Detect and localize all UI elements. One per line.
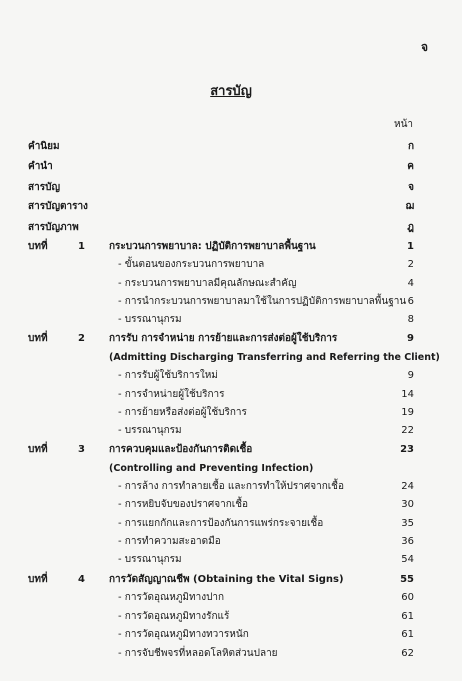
toc-front-label: สารบัญตาราง <box>28 201 88 212</box>
toc-sub-label: - การย้ายหรือส่งต่อผู้ใช้บริการ <box>118 407 247 418</box>
toc-sub-label: - การวัดอุณหภูมิทางปาก <box>118 592 225 603</box>
toc-front-item[interactable] <box>0 158 462 176</box>
toc-sub-item[interactable] <box>0 275 462 293</box>
toc-chapter-2[interactable] <box>0 330 462 348</box>
toc-sub-label: - การทำความสะอาดมือ <box>118 536 221 547</box>
toc-sub-label: - การแยกกักและการป้องกันการแพร่กระจายเชื้อ <box>118 518 324 529</box>
toc-sub-item[interactable] <box>0 626 462 644</box>
toc-sub-item[interactable] <box>0 422 462 440</box>
toc-page-number: 9 <box>407 333 414 344</box>
toc-page-number: 30 <box>401 499 414 510</box>
toc-page-number: 61 <box>401 611 414 622</box>
toc-sub-item[interactable] <box>0 256 462 274</box>
toc-page-number: ฌ <box>405 201 414 212</box>
toc-page-number: ฎ <box>407 222 414 233</box>
chapter-title: การวัดสัญญาณชีพ (Obtaining the Vital Signs) <box>109 574 344 585</box>
toc-sub-item[interactable] <box>0 608 462 626</box>
toc-page-number: 9 <box>407 370 414 381</box>
toc-page-number: 24 <box>401 481 414 492</box>
page-number: จ <box>421 40 429 54</box>
toc-front-label: คำนิยม <box>28 141 60 152</box>
toc-sub-item[interactable] <box>0 589 462 607</box>
toc-chapter-english-title <box>0 460 462 478</box>
chapter-title: การรับ การจำหน่าย การย้ายและการส่งต่อผู้ใช้บริการ <box>109 333 338 344</box>
toc-chapter-4[interactable] <box>0 571 462 589</box>
toc-front-item[interactable] <box>0 198 462 216</box>
toc-page-number: 2 <box>407 259 414 270</box>
toc-page-number: 36 <box>401 536 414 547</box>
toc-sub-label: - ขั้นตอนของกระบวนการพยาบาล <box>118 259 265 270</box>
toc-page-number: 35 <box>401 518 414 529</box>
toc-chapter-1[interactable] <box>0 238 462 256</box>
toc-sub-item[interactable] <box>0 386 462 404</box>
page-column-header: หน้า <box>394 119 414 130</box>
toc-sub-item[interactable] <box>0 367 462 385</box>
toc-page-number: 23 <box>400 444 414 455</box>
toc-chapter-english-title <box>0 349 462 367</box>
toc-front-label: คำนำ <box>28 161 53 172</box>
toc-sub-label: - การวัดอุณหภูมิทางทวารหนัก <box>118 629 249 640</box>
toc-page-number: ค <box>407 161 414 172</box>
toc-page-number: 19 <box>401 407 414 418</box>
chapter-word: บทที่ <box>28 444 48 455</box>
toc-sub-item[interactable] <box>0 478 462 496</box>
toc-page-number: 22 <box>401 425 414 436</box>
toc-page-number: 61 <box>401 629 414 640</box>
chapter-title: กระบวนการพยาบาล: ปฏิบัติการพยาบาลพื้นฐาน <box>109 241 316 252</box>
toc-sub-label: - บรรณานุกรม <box>118 425 182 436</box>
toc-sub-label: - การจำหน่ายผู้ใช้บริการ <box>118 389 225 400</box>
toc-page-number: 6 <box>407 296 414 307</box>
toc-front-item[interactable] <box>0 138 462 156</box>
toc-sub-item[interactable] <box>0 496 462 514</box>
toc-sub-item[interactable] <box>0 551 462 569</box>
toc-sub-label: - การหยิบจับของปราศจากเชื้อ <box>118 499 248 510</box>
toc-sub-item[interactable] <box>0 533 462 551</box>
toc-page-number: 55 <box>400 574 414 585</box>
toc-sub-label: - การล้าง การทำลายเชื้อ และการทำให้ปราศจากเชื้อ <box>118 481 344 492</box>
toc-sub-item[interactable] <box>0 645 462 663</box>
toc-page-number: 8 <box>407 314 414 325</box>
page-title: สารบัญ <box>210 84 252 99</box>
toc-sub-label: - บรรณานุกรม <box>118 554 182 565</box>
chapter-number: 1 <box>78 241 85 252</box>
chapter-word: บทที่ <box>28 241 48 252</box>
chapter-number: 4 <box>78 574 85 585</box>
toc-sub-label: - บรรณานุกรม <box>118 314 182 325</box>
toc-page-number: ก <box>407 141 414 152</box>
toc-page-number: จ <box>408 182 414 193</box>
toc-front-item[interactable] <box>0 219 462 237</box>
chapter-title: การควบคุมและป้องกันการติดเชื้อ <box>109 444 253 455</box>
chapter-word: บทที่ <box>28 333 48 344</box>
chapter-english-title: (Controlling and Preventing Infection) <box>109 463 314 474</box>
toc-front-label: สารบัญ <box>28 182 60 193</box>
toc-front-item[interactable] <box>0 179 462 197</box>
toc-sub-label: - การวัดอุณหภูมิทางรักแร้ <box>118 611 230 622</box>
toc-sub-item[interactable] <box>0 404 462 422</box>
chapter-number: 3 <box>78 444 85 455</box>
toc-page-number: 54 <box>401 554 414 565</box>
toc-sub-item[interactable] <box>0 293 462 311</box>
toc-sub-label: - การนำกระบวนการพยาบาลมาใช้ในการปฏิบัติการพยาบาลพื้นฐาน <box>118 296 407 307</box>
toc-front-label: สารบัญภาพ <box>28 222 79 233</box>
toc-page-number: 4 <box>407 278 414 289</box>
toc-sub-label: - กระบวนการพยาบาลมีคุณลักษณะสำคัญ <box>118 278 297 289</box>
chapter-word: บทที่ <box>28 574 48 585</box>
toc-page-number: 62 <box>401 648 414 659</box>
toc-chapter-3[interactable] <box>0 441 462 459</box>
toc-sub-label: - การจับชีพจรที่หลอดโลหิตส่วนปลาย <box>118 648 278 659</box>
toc-sub-item[interactable] <box>0 311 462 329</box>
toc-page-number: 14 <box>401 389 414 400</box>
toc-sub-item[interactable] <box>0 515 462 533</box>
toc-page-number: 60 <box>401 592 414 603</box>
toc-page-number: 1 <box>407 241 414 252</box>
chapter-english-title: (Admitting Discharging Transferring and Referring the Client) <box>109 352 440 363</box>
toc-sub-label: - การรับผู้ใช้บริการใหม่ <box>118 370 218 381</box>
chapter-number: 2 <box>78 333 85 344</box>
